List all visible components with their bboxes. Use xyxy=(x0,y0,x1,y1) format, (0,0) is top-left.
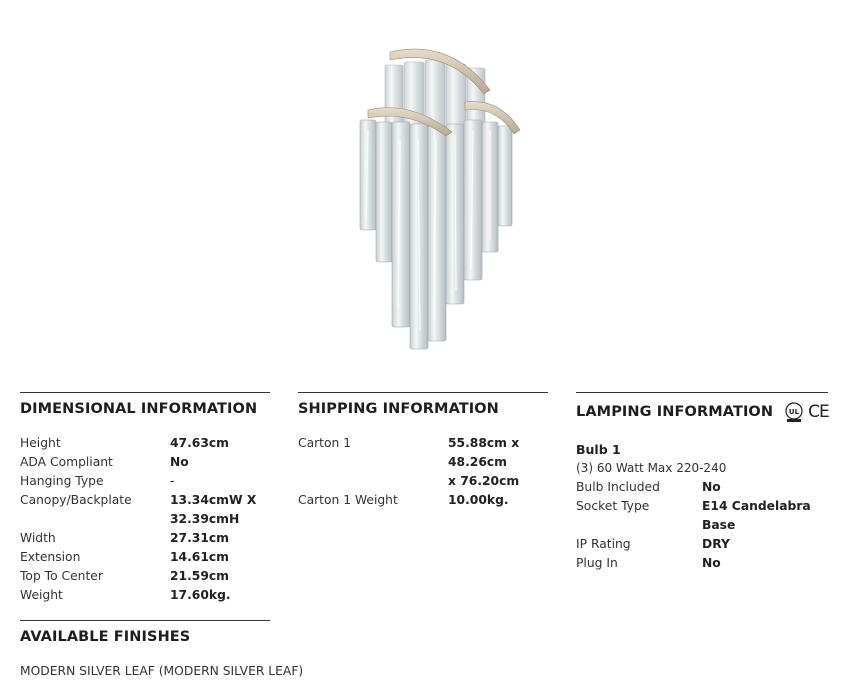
spec-label: Weight xyxy=(20,588,63,602)
spec-value: 17.60kg. xyxy=(170,588,231,602)
lamping-title: LAMPING INFORMATION xyxy=(576,404,774,420)
finishes-title: AVAILABLE FINISHES xyxy=(20,629,191,645)
spec-value: 13.34cmW X xyxy=(170,493,257,507)
bulb-title: Bulb 1 xyxy=(576,442,621,457)
spec-label: Carton 1 Weight xyxy=(298,493,398,507)
bulb-description: (3) 60 Watt Max 220-240 xyxy=(576,461,727,475)
spec-value: 10.00kg. xyxy=(448,493,509,507)
spec-value: 55.88cm x 48.26cm xyxy=(448,436,520,469)
divider xyxy=(576,392,828,393)
spec-row xyxy=(576,554,828,573)
ce-mark-icon: CE xyxy=(808,402,829,422)
spec-label: Plug In xyxy=(576,556,618,570)
spec-label: Bulb Included xyxy=(576,480,660,494)
spec-value: 27.31cm xyxy=(170,531,229,545)
spec-label: Socket Type xyxy=(576,499,650,513)
ul-listed-icon xyxy=(783,401,805,423)
spec-label: ADA Compliant xyxy=(20,455,113,469)
spec-row xyxy=(576,478,828,497)
product-image xyxy=(330,30,530,370)
lamping-title-row xyxy=(576,401,828,423)
spec-value: - xyxy=(170,474,175,488)
spec-row xyxy=(20,567,270,586)
spec-label: Top To Center xyxy=(20,569,103,583)
dimensional-title: DIMENSIONAL INFORMATION xyxy=(20,401,258,417)
spec-row xyxy=(576,497,828,535)
spec-row xyxy=(20,586,270,605)
spec-label xyxy=(298,472,448,491)
spec-value: No xyxy=(170,455,189,469)
spec-row xyxy=(20,434,270,453)
spec-label: Width xyxy=(20,531,56,545)
spec-row xyxy=(298,491,548,510)
spec-value: 47.63cm xyxy=(170,436,229,450)
spec-value: No xyxy=(702,480,721,494)
spec-row xyxy=(20,529,270,548)
finish-item: MODERN SILVER LEAF (MODERN SILVER LEAF) xyxy=(20,664,304,678)
spec-label: Canopy/Backplate xyxy=(20,493,132,507)
svg-text:UL: UL xyxy=(788,408,800,416)
divider xyxy=(20,620,270,621)
spec-row xyxy=(20,453,270,472)
spec-row xyxy=(298,472,548,491)
spec-value: E14 Candelabra Base xyxy=(702,499,811,532)
spec-row xyxy=(20,510,270,529)
spec-label xyxy=(20,510,170,529)
spec-value: DRY xyxy=(702,537,730,551)
spec-value: 21.59cm xyxy=(170,569,229,583)
divider xyxy=(298,392,548,393)
spec-row xyxy=(298,434,548,472)
spec-label: IP Rating xyxy=(576,537,631,551)
spec-row xyxy=(576,535,828,554)
spec-label: Height xyxy=(20,436,61,450)
spec-row xyxy=(20,548,270,567)
lamping-section xyxy=(576,392,828,573)
spec-value: x 76.20cm xyxy=(448,474,520,488)
spec-value: 32.39cmH xyxy=(170,512,240,526)
shipping-title: SHIPPING INFORMATION xyxy=(298,401,499,417)
divider xyxy=(20,392,270,393)
shipping-section xyxy=(298,392,548,510)
certification-marks xyxy=(783,401,829,423)
spec-label: Hanging Type xyxy=(20,474,104,488)
finishes-section xyxy=(20,620,270,645)
spec-label: Carton 1 xyxy=(298,436,352,450)
spec-row xyxy=(20,491,270,510)
spec-label: Extension xyxy=(20,550,81,564)
dimensional-section xyxy=(20,392,270,605)
spec-value: No xyxy=(702,556,721,570)
spec-value: 14.61cm xyxy=(170,550,229,564)
spec-row xyxy=(20,472,270,491)
